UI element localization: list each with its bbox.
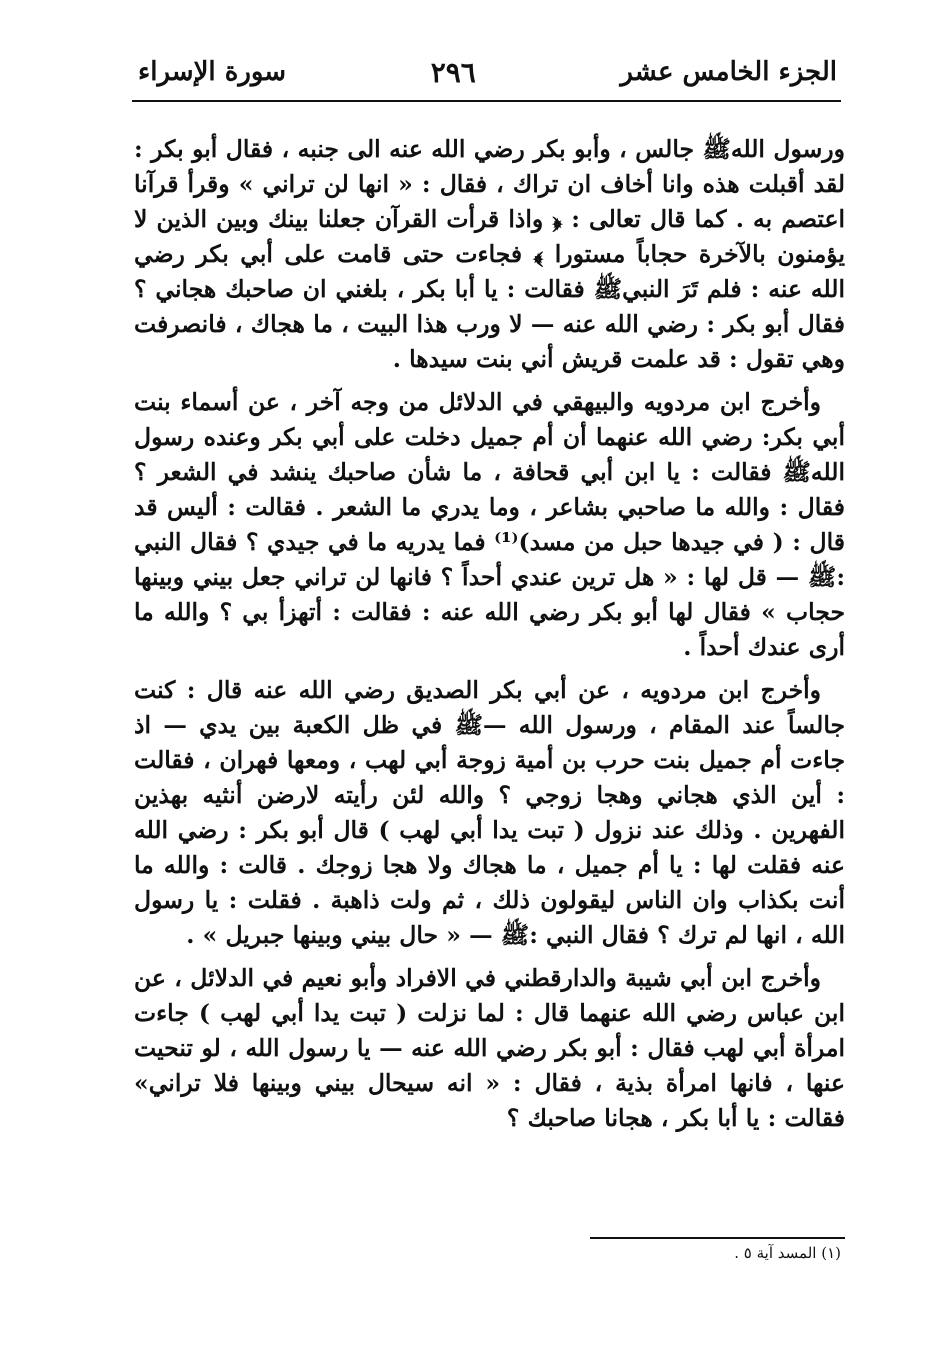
footnote-divider: [590, 1237, 845, 1239]
page-number: ٢٩٦: [430, 55, 476, 89]
surah-title: سورة الإسراء: [138, 57, 287, 87]
paragraph: وأخرج ابن مردويه والبيهقي في الدلائل من وجه آخر ، عن أسماء بنت أبي بكر: رضي الله عنهما أن أم جميل دخلت على أبي بكر وعنده رسول اللهﷺ فقالت : يا ابن أبي قحافة ، ما شأن صاحبك ينشد في الشعر ؟ فقال : والله ما صاحبي بشاعر ، وما يدري ما الشعر . فقالت : أليس قد قال : ( في جيدها حبل من مسد)⁽¹⁾ فما يدريه ما في جيدي ؟ فقال النبي :ﷺ — قل لها : « هل ترين عندي أحداً ؟ فانها لن تراني جعل بيني وبينها حجاب » فقال لها أبو بكر رضي الله عنه : فقالت : أتهزأ بي ؟ والله ما أرى عندك أحداً .: [134, 388, 845, 661]
paragraph: وأخرج ابن أبي شيبة والدارقطني في الافراد وأبو نعيم في الدلائل ، عن ابن عباس رضي الله عنهما قال : لما نزلت ( تبت يدا أبي لهب ) جاءت امرأة أبي لهب فقال : أبو بكر رضي الله عنه — يا رسول الله ، لو تنحيت عنها ، فانها امرأة بذية ، فقال : « انه سيحال بيني وبينها فلا تراني» فقالت : يا أبا بكر ، هجانا صاحبك ؟: [134, 964, 845, 1132]
paragraph: وأخرج ابن مردويه ، عن أبي بكر الصديق رضي الله عنه قال : كنت جالساً عند المقام ، ورسول الله —ﷺ في ظل الكعبة بين يدي — اذ جاءت أم جميل بنت حرب بن أمية زوجة أبي لهب ، ومعها فهران ، فقالت : أين الذي هجاني وهجا زوجي ؟ والله لئن رأيته لارضن أنثيه بهذين الفهرين . وذلك عند نزول ( تبت يدا أبي لهب ) قال أبو بكر : رضي الله عنه فقلت لها : يا أم جميل ، ما هجاك ولا هجا زوجك . قالت : والله ما أنت بكذاب وان الناس ليقولون ذلك ، ثم ولت ذاهبة . فقلت : يا رسول الله ، انها لم ترك ؟ فقال النبي :ﷺ — « حال بيني وبينها جبريل » .: [134, 676, 845, 949]
part-title: الجزء الخامس عشر: [620, 57, 837, 87]
header-divider: [132, 100, 841, 102]
footnote: (١) المسد آية ٥ .: [734, 1244, 841, 1262]
page-body: [134, 132, 845, 1144]
paragraph: ورسول اللهﷺ جالس ، وأبو بكر رضي الله عنه الى جنبه ، فقال أبو بكر : لقد أقبلت هذه وانا أخاف ان تراك ، فقال : « انها لن تراني » وقرأ قرآنا اعتصم به . كما قال تعالى : ﴿ واذا قرأت القرآن جعلنا بينك وبين الذين لا يؤمنون بالآخرة حجاباً مستورا ﴾ فجاءت حتى قامت على أبي بكر رضي الله عنه : فلم تَرَ النبيﷺ فقالت : يا أبا بكر ، بلغني ان صاحبك هجاني ؟ فقال أبو بكر : رضي الله عنه — لا ورب هذا البيت ، ما هجاك ، فانصرفت وهي تقول : قد علمت قريش أني بنت سيدها .: [134, 135, 845, 373]
running-header: [138, 52, 837, 92]
